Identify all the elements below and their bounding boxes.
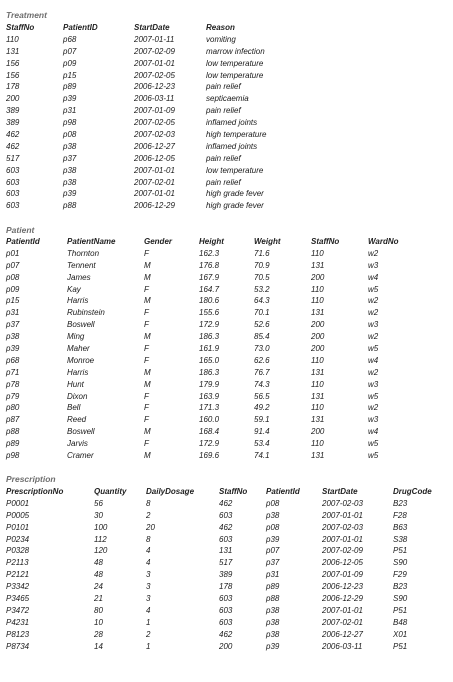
table-cell: p87: [6, 415, 20, 425]
table-cell: Maher: [67, 344, 90, 354]
table-cell: P8123: [6, 629, 30, 639]
table-cell: 200: [311, 272, 325, 282]
table-cell: p15: [63, 70, 77, 80]
table-cell: 62.6: [254, 355, 270, 365]
table-cell: James: [67, 272, 91, 282]
table-cell: 131: [311, 308, 325, 318]
table-cell: p98: [6, 451, 20, 461]
table-cell: P3465: [6, 594, 30, 604]
table-cell: p01: [6, 248, 20, 258]
table-cell: 2007-02-01: [134, 177, 175, 187]
table-cell: 603: [6, 201, 20, 211]
table-cell: 603: [6, 165, 20, 175]
table-cell: 389: [6, 118, 20, 128]
table-cell: 164.7: [199, 284, 220, 294]
table-cell: 160.0: [199, 415, 220, 425]
column-header: StaffNo: [6, 23, 35, 32]
table-cell: 162.3: [199, 248, 220, 258]
table-cell: 462: [219, 522, 233, 532]
table-cell: p39: [6, 344, 20, 354]
table-cell: P4231: [6, 617, 30, 627]
table-cell: M: [144, 427, 151, 437]
table-cell: 2007-02-09: [134, 46, 175, 56]
table-cell: 74.3: [254, 379, 270, 389]
table-cell: 59.1: [254, 415, 270, 425]
table-cell: F29: [393, 570, 407, 580]
table-cell: 2006-12-05: [134, 153, 175, 163]
table-cell: p39: [63, 189, 77, 199]
table-cell: S90: [393, 558, 408, 568]
table-cell: P51: [393, 546, 408, 556]
table-cell: 28: [94, 629, 103, 639]
table-cell: 74.1: [254, 451, 270, 461]
table-cell: P3342: [6, 582, 30, 592]
table-cell: 3: [146, 594, 151, 604]
table-cell: 200: [311, 332, 325, 342]
table-cell: w2: [368, 248, 379, 258]
prescription-section-title: Prescription: [6, 474, 56, 484]
table-cell: p68: [63, 34, 77, 44]
table-cell: Tennent: [67, 260, 96, 270]
table-cell: 24: [94, 582, 103, 592]
table-cell: p39: [63, 94, 77, 104]
table-cell: P0001: [6, 498, 30, 508]
table-cell: 112: [94, 534, 107, 544]
table-cell: P0234: [6, 534, 30, 544]
column-header: PatientId: [6, 237, 40, 246]
table-cell: P8734: [6, 641, 30, 651]
table-cell: 131: [311, 451, 325, 461]
table-cell: w3: [368, 320, 379, 330]
table-cell: 178: [219, 582, 233, 592]
table-cell: 161.9: [199, 344, 220, 354]
table-cell: p98: [63, 118, 77, 128]
table-cell: 76.7: [254, 367, 270, 377]
table-cell: M: [144, 451, 151, 461]
table-cell: w4: [368, 272, 379, 282]
table-cell: M: [144, 296, 151, 306]
table-cell: 603: [219, 534, 233, 544]
column-header: StartDate: [134, 23, 170, 32]
table-cell: p38: [266, 605, 280, 615]
table-cell: 2007-01-01: [322, 605, 363, 615]
table-cell: 120: [94, 546, 108, 556]
column-header: PrescriptionNo: [6, 487, 64, 496]
table-cell: F: [144, 320, 149, 330]
column-header: DailyDosage: [146, 487, 195, 496]
table-cell: Dixon: [67, 391, 88, 401]
table-cell: M: [144, 379, 151, 389]
table-cell: B23: [393, 582, 408, 592]
table-cell: p88: [63, 201, 77, 211]
table-cell: 49.2: [254, 403, 270, 413]
table-cell: pain relief: [206, 153, 241, 163]
table-cell: w3: [368, 260, 379, 270]
table-cell: marrow infection: [206, 46, 265, 56]
table-cell: 2: [146, 510, 151, 520]
table-cell: 603: [6, 177, 20, 187]
table-cell: P0328: [6, 546, 30, 556]
table-cell: 167.9: [199, 272, 220, 282]
table-cell: 603: [219, 605, 233, 615]
table-cell: 200: [219, 641, 233, 651]
table-cell: high temperature: [206, 130, 267, 140]
table-cell: w5: [368, 439, 379, 449]
table-cell: 91.4: [254, 427, 270, 437]
table-cell: 517: [219, 558, 233, 568]
table-cell: inflamed joints: [206, 141, 258, 151]
table-cell: M: [144, 272, 151, 282]
table-cell: p88: [6, 427, 20, 437]
table-cell: p80: [6, 403, 20, 413]
table-cell: Monroe: [67, 355, 95, 365]
table-cell: 2006-12-23: [322, 582, 363, 592]
table-cell: 14: [94, 641, 103, 651]
table-cell: low temperature: [206, 58, 264, 68]
column-header: StaffNo: [219, 487, 248, 496]
table-cell: 131: [311, 391, 325, 401]
table-cell: 171.3: [199, 403, 220, 413]
table-cell: 2006-12-23: [134, 82, 175, 92]
table-cell: w2: [368, 332, 379, 342]
table-cell: 2006-03-11: [322, 641, 363, 651]
table-cell: low temperature: [206, 165, 264, 175]
table-cell: p07: [6, 260, 20, 270]
table-cell: Boswell: [67, 427, 95, 437]
table-cell: p89: [6, 439, 20, 449]
table-cell: 2007-01-01: [322, 534, 363, 544]
column-header: Reason: [206, 23, 235, 32]
table-cell: 70.1: [254, 308, 270, 318]
table-cell: F28: [393, 510, 407, 520]
table-cell: 163.9: [199, 391, 220, 401]
table-cell: 172.9: [199, 439, 220, 449]
table-cell: 8: [146, 534, 151, 544]
column-header: Gender: [144, 237, 173, 246]
table-cell: F: [144, 391, 149, 401]
table-cell: F: [144, 403, 149, 413]
column-header: PatientId: [266, 487, 300, 496]
table-cell: p31: [6, 308, 20, 318]
column-header: Height: [199, 237, 224, 246]
column-header: PatientID: [63, 23, 98, 32]
table-cell: P51: [393, 641, 408, 651]
table-cell: 2006-12-05: [322, 558, 363, 568]
column-header: PatientName: [67, 237, 116, 246]
table-cell: low temperature: [206, 70, 264, 80]
table-cell: 2006-03-11: [134, 94, 175, 104]
patient-section-title: Patient: [6, 225, 35, 235]
table-cell: septicaemia: [206, 94, 249, 104]
table-cell: 131: [6, 46, 20, 56]
table-cell: 169.6: [199, 451, 220, 461]
table-cell: p09: [63, 58, 77, 68]
table-cell: 2007-02-09: [322, 546, 363, 556]
table-cell: 53.2: [254, 284, 270, 294]
table-cell: 165.0: [199, 355, 220, 365]
table-cell: 1: [146, 617, 151, 627]
table-cell: p37: [63, 153, 77, 163]
table-cell: 2006-12-29: [134, 201, 175, 211]
table-cell: 110: [6, 34, 19, 44]
table-cell: P2113: [6, 558, 29, 568]
table-cell: p38: [266, 629, 280, 639]
table-cell: w5: [368, 344, 379, 354]
treatment-section-title: Treatment: [6, 10, 47, 20]
table-cell: w5: [368, 391, 379, 401]
table-cell: high grade fever: [206, 189, 264, 199]
table-cell: 2: [146, 629, 151, 639]
table-cell: Harris: [67, 296, 89, 306]
table-cell: Cramer: [67, 451, 94, 461]
table-cell: p38: [63, 165, 77, 175]
table-cell: 389: [6, 106, 20, 116]
table-cell: 2007-01-01: [134, 189, 175, 199]
table-cell: 70.9: [254, 260, 270, 270]
table-cell: Reed: [67, 415, 87, 425]
table-cell: 73.0: [254, 344, 270, 354]
table-cell: 603: [219, 617, 233, 627]
table-cell: 389: [219, 570, 233, 580]
table-cell: 2007-01-01: [322, 510, 363, 520]
table-cell: 517: [6, 153, 20, 163]
column-header: WardNo: [368, 237, 399, 246]
table-cell: 100: [94, 522, 108, 532]
table-cell: 200: [311, 344, 325, 354]
table-cell: p15: [6, 296, 20, 306]
table-cell: Thornton: [67, 248, 100, 258]
table-cell: Kay: [67, 284, 81, 294]
table-cell: 2007-02-03: [322, 522, 363, 532]
column-header: Quantity: [94, 487, 127, 496]
table-cell: B63: [393, 522, 408, 532]
table-cell: 10: [94, 617, 103, 627]
table-cell: 110: [311, 248, 324, 258]
table-cell: F: [144, 355, 149, 365]
table-cell: 56.5: [254, 391, 270, 401]
table-cell: w4: [368, 355, 379, 365]
table-cell: pain relief: [206, 106, 241, 116]
table-cell: 2007-01-01: [134, 165, 175, 175]
table-cell: S90: [393, 594, 408, 604]
table-cell: M: [144, 332, 151, 342]
table-cell: p78: [6, 379, 20, 389]
table-cell: 53.4: [254, 439, 270, 449]
table-cell: 110: [311, 296, 324, 306]
table-cell: M: [144, 260, 151, 270]
table-cell: p31: [266, 570, 280, 580]
table-cell: 176.8: [199, 260, 220, 270]
table-cell: 179.9: [199, 379, 220, 389]
table-cell: Boswell: [67, 320, 95, 330]
table-cell: F: [144, 439, 149, 449]
table-cell: P0005: [6, 510, 30, 520]
table-cell: Hunt: [67, 379, 84, 389]
table-cell: p39: [266, 641, 280, 651]
column-header: StaffNo: [311, 237, 340, 246]
table-cell: 200: [6, 94, 20, 104]
table-cell: 110: [311, 439, 324, 449]
table-cell: 462: [219, 498, 233, 508]
table-cell: p88: [266, 594, 280, 604]
table-cell: X01: [393, 629, 408, 639]
table-cell: 186.3: [199, 332, 220, 342]
table-cell: 64.3: [254, 296, 270, 306]
table-cell: w2: [368, 403, 379, 413]
table-cell: 4: [146, 546, 151, 556]
table-cell: 131: [311, 367, 325, 377]
table-cell: 2006-12-29: [322, 594, 363, 604]
table-cell: P3472: [6, 605, 30, 615]
table-cell: 200: [311, 320, 325, 330]
table-cell: 2007-01-09: [322, 570, 363, 580]
column-header: StartDate: [322, 487, 358, 496]
table-cell: P51: [393, 605, 408, 615]
table-cell: 1: [146, 641, 151, 651]
table-cell: 2007-02-01: [322, 617, 363, 627]
table-cell: 48: [94, 570, 103, 580]
table-cell: 80: [94, 605, 103, 615]
table-cell: p38: [63, 141, 77, 151]
table-cell: 8: [146, 498, 151, 508]
table-cell: 2007-02-05: [134, 70, 175, 80]
table-cell: p08: [266, 498, 280, 508]
table-cell: p38: [266, 510, 280, 520]
table-cell: vomiting: [206, 34, 236, 44]
table-cell: p89: [63, 82, 77, 92]
table-cell: 168.4: [199, 427, 220, 437]
table-cell: Rubinstein: [67, 308, 105, 318]
table-cell: p37: [266, 558, 280, 568]
table-cell: Ming: [67, 332, 85, 342]
table-cell: 603: [6, 189, 20, 199]
table-cell: F: [144, 248, 149, 258]
table-cell: p89: [266, 582, 280, 592]
table-cell: p08: [266, 522, 280, 532]
table-cell: inflamed joints: [206, 118, 258, 128]
table-cell: p38: [63, 177, 77, 187]
table-cell: 3: [146, 582, 151, 592]
table-cell: p38: [6, 332, 20, 342]
table-cell: B48: [393, 617, 408, 627]
table-cell: 2007-01-01: [134, 58, 175, 68]
table-cell: 110: [311, 379, 324, 389]
table-cell: 71.6: [254, 248, 270, 258]
table-cell: 462: [219, 629, 233, 639]
table-cell: 200: [311, 427, 325, 437]
table-cell: w3: [368, 415, 379, 425]
table-cell: p71: [6, 367, 20, 377]
table-cell: w4: [368, 427, 379, 437]
table-cell: p38: [266, 617, 280, 627]
table-cell: 2006-12-27: [322, 629, 363, 639]
table-cell: w5: [368, 451, 379, 461]
table-cell: 2007-02-03: [322, 498, 363, 508]
table-cell: p07: [63, 46, 77, 56]
table-cell: p79: [6, 391, 20, 401]
table-cell: F: [144, 308, 149, 318]
table-cell: 70.5: [254, 272, 270, 282]
table-cell: 4: [146, 558, 151, 568]
table-cell: w2: [368, 367, 379, 377]
table-cell: 603: [219, 510, 233, 520]
table-cell: F: [144, 284, 149, 294]
table-cell: 156: [6, 70, 20, 80]
table-cell: 110: [311, 355, 324, 365]
table-cell: 2007-01-11: [134, 34, 175, 44]
table-cell: 4: [146, 605, 151, 615]
table-cell: p37: [6, 320, 20, 330]
column-header: Weight: [254, 237, 281, 246]
table-cell: S38: [393, 534, 408, 544]
table-cell: Harris: [67, 367, 89, 377]
table-cell: pain relief: [206, 177, 241, 187]
table-cell: high grade fever: [206, 201, 264, 211]
table-cell: 20: [146, 522, 155, 532]
table-cell: 3: [146, 570, 151, 580]
table-cell: p07: [266, 546, 280, 556]
table-cell: 180.6: [199, 296, 220, 306]
table-cell: 462: [6, 141, 20, 151]
table-cell: w3: [368, 379, 379, 389]
table-cell: Jarvis: [67, 439, 88, 449]
table-cell: 2006-12-27: [134, 141, 175, 151]
table-cell: B23: [393, 498, 408, 508]
table-cell: P0101: [6, 522, 30, 532]
table-cell: 30: [94, 510, 103, 520]
table-cell: p08: [6, 272, 20, 282]
table-cell: P2121: [6, 570, 30, 580]
table-cell: 156: [6, 58, 20, 68]
table-cell: 110: [311, 403, 324, 413]
table-cell: p68: [6, 355, 20, 365]
column-header: DrugCode: [393, 487, 432, 496]
table-cell: w2: [368, 296, 379, 306]
table-cell: 131: [311, 415, 325, 425]
table-cell: 178: [6, 82, 20, 92]
table-cell: p31: [63, 106, 77, 116]
table-cell: p39: [266, 534, 280, 544]
table-cell: Bell: [67, 403, 81, 413]
table-cell: 85.4: [254, 332, 270, 342]
table-cell: 172.9: [199, 320, 220, 330]
table-cell: pain relief: [206, 82, 241, 92]
table-cell: F: [144, 344, 149, 354]
table-cell: 21: [94, 594, 103, 604]
table-cell: 603: [219, 594, 233, 604]
table-cell: 48: [94, 558, 103, 568]
table-cell: 56: [94, 498, 103, 508]
table-cell: 2007-01-09: [134, 106, 175, 116]
table-cell: 155.6: [199, 308, 220, 318]
table-cell: M: [144, 367, 151, 377]
table-cell: w2: [368, 308, 379, 318]
table-cell: 2007-02-05: [134, 118, 175, 128]
table-cell: p08: [63, 130, 77, 140]
table-cell: 2007-02-03: [134, 130, 175, 140]
table-cell: w5: [368, 284, 379, 294]
table-cell: 186.3: [199, 367, 220, 377]
table-cell: p09: [6, 284, 20, 294]
table-cell: 52.6: [254, 320, 270, 330]
table-cell: 131: [311, 260, 325, 270]
table-cell: 462: [6, 130, 20, 140]
table-cell: F: [144, 415, 149, 425]
table-cell: 131: [219, 546, 233, 556]
table-cell: 110: [311, 284, 324, 294]
